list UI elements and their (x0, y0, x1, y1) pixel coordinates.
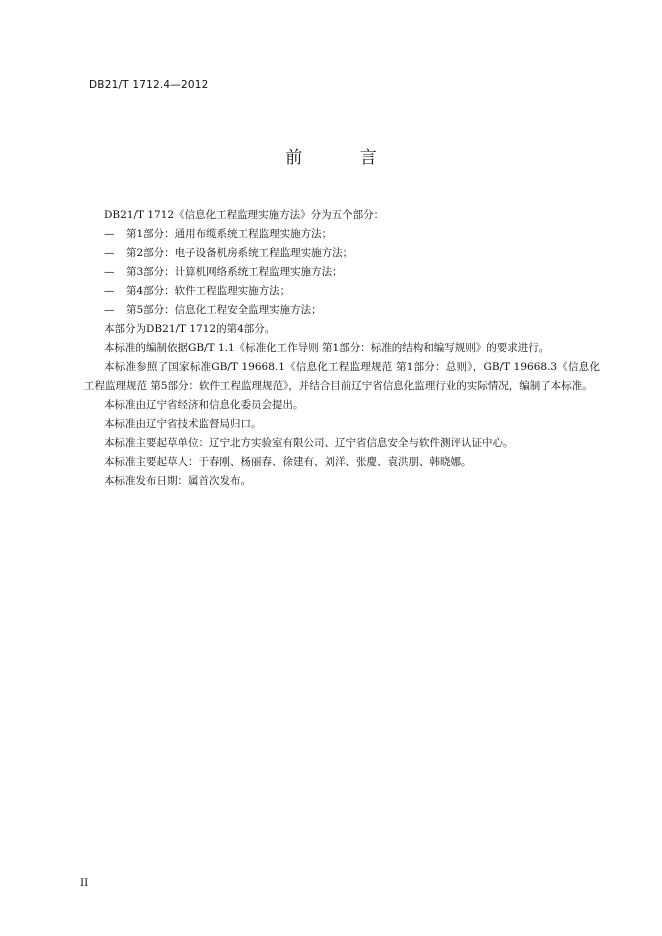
list-item-text: 第2部分：电子设备机房系统工程监理实施方法； (126, 247, 354, 259)
page-title: 前 言 (285, 148, 403, 168)
paragraph-references: 本标准参照了国家标准GB/T 19668.1《信息化工程监理规范 第1部分：总则》，GB/T 19668.3《信息化工程监理规范 第5部分：软件工程监理规范》，并结合目前辽宁省信息化监理行业的实际情况，编制了本标准。 (84, 361, 600, 392)
list-item (84, 263, 600, 282)
list-item (84, 301, 600, 320)
list-item-text: 第4部分：软件工程监理实施方法； (126, 285, 291, 297)
paragraph-part-statement: 本部分为DB21/T 1712的第4部分。 (104, 323, 276, 335)
list-item-text: 第5部分：信息化工程安全监理实施方法； (126, 304, 322, 316)
paragraph-drafting-units: 本标准主要起草单位：辽宁北方实验室有限公司、辽宁省信息安全与软件测评认证中心。 (104, 437, 514, 449)
list-dash: — (104, 228, 115, 240)
list-dash: — (104, 247, 115, 259)
paragraph-drafting-basis: 本标准的编制依据GB/T 1.1《标准化工作导则 第1部分：标准的结构和编写规则》的要求进行。 (104, 342, 550, 354)
paragraph-drafters: 本标准主要起草人：于春刚、杨丽春、徐建有、刘洋、张慶、袁洪朋、韩晓娜。 (104, 456, 472, 468)
list-item (84, 282, 600, 301)
document-body (84, 206, 600, 491)
list-item-text: 第3部分：计算机网络系统工程监理实施方法； (126, 266, 343, 278)
paragraph-proposer: 本标准由辽宁省经济和信息化委员会提出。 (104, 399, 304, 411)
list-dash: — (104, 266, 115, 278)
intro-line: DB21/T 1712《信息化工程监理实施方法》分为五个部分： (104, 209, 385, 221)
page-number: II (80, 877, 89, 889)
paragraph-release-date: 本标准发布日期：属首次发布。 (104, 475, 251, 487)
parts-list (84, 225, 600, 320)
list-item (84, 244, 600, 263)
header-code: DB21/T 1712.4—2012 (89, 79, 209, 91)
list-item (84, 225, 600, 244)
list-item-text: 第1部分：通用布缆系统工程监理实施方法； (126, 228, 333, 240)
paragraph-administrator: 本标准由辽宁省技术监督局归口。 (104, 418, 262, 430)
list-dash: — (104, 304, 115, 316)
list-dash: — (104, 285, 115, 297)
